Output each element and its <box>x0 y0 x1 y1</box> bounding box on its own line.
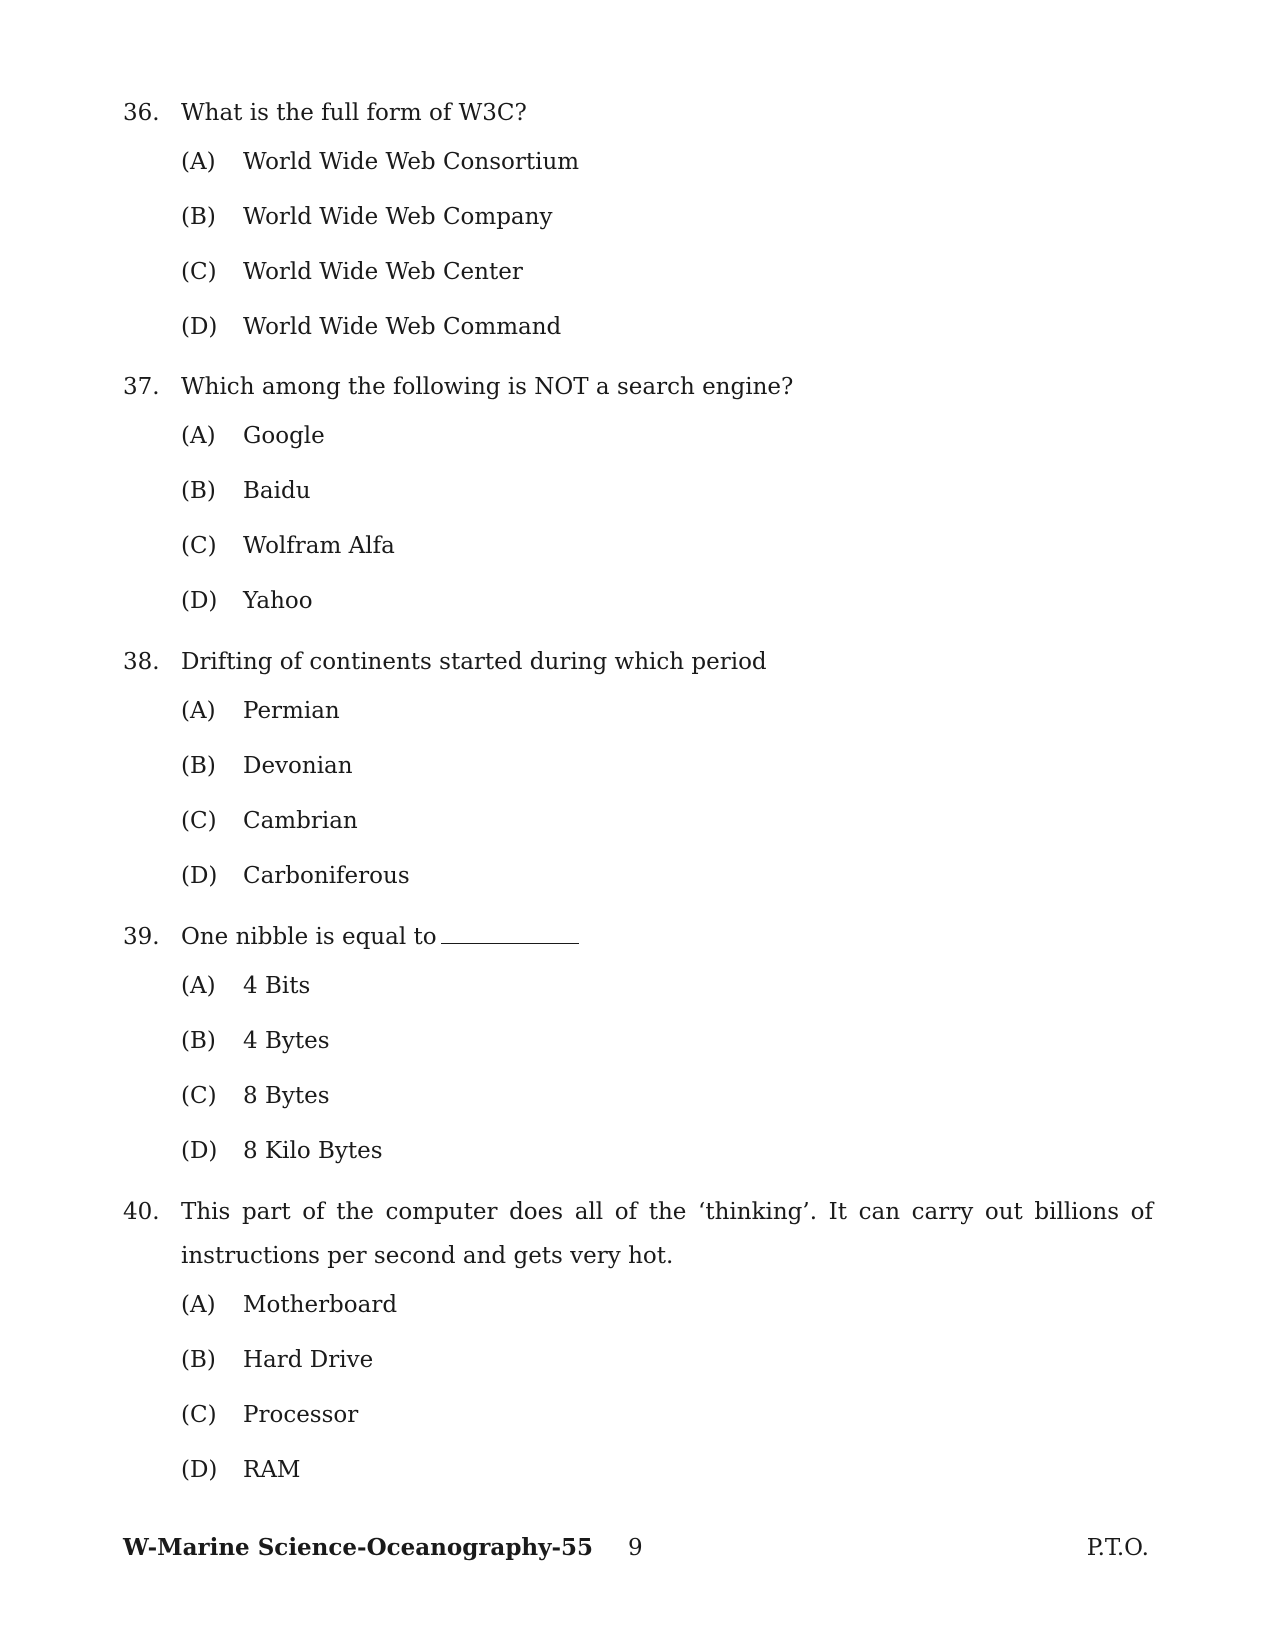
option-label: (B) <box>181 1028 216 1054</box>
option-label: (A) <box>181 149 216 175</box>
question-stem <box>123 365 1153 409</box>
page-footer <box>123 1528 1149 1568</box>
question-number: 40. <box>123 1199 160 1225</box>
option-text: World Wide Web Center <box>243 259 523 285</box>
question-37 <box>123 365 1153 629</box>
option-label: (B) <box>181 1347 216 1373</box>
option-a <box>123 959 1153 1014</box>
question-text: Which among the following is NOT a search engine? <box>181 374 794 400</box>
option-d <box>123 849 1153 904</box>
option-label: (B) <box>181 478 216 504</box>
question-number: 39. <box>123 924 160 950</box>
option-label: (D) <box>181 863 218 889</box>
option-text: Google <box>243 423 325 449</box>
question-stem <box>123 91 1153 135</box>
option-text: World Wide Web Command <box>243 314 562 340</box>
option-c <box>123 519 1153 574</box>
option-text: Carboniferous <box>243 863 410 889</box>
question-stem <box>123 1190 1153 1278</box>
option-c <box>123 1388 1153 1443</box>
option-text: Cambrian <box>243 808 358 834</box>
option-label: (D) <box>181 1138 218 1164</box>
option-d <box>123 574 1153 629</box>
option-text: Hard Drive <box>243 1347 374 1373</box>
option-label: (A) <box>181 423 216 449</box>
page-number: 9 <box>628 1535 643 1561</box>
option-a <box>123 409 1153 464</box>
option-a <box>123 684 1153 739</box>
question-38 <box>123 640 1153 904</box>
option-text: 4 Bits <box>243 973 311 999</box>
question-number: 37. <box>123 374 160 400</box>
option-text: 4 Bytes <box>243 1028 330 1054</box>
option-label: (A) <box>181 698 216 724</box>
option-label: (C) <box>181 1402 217 1428</box>
option-text: Devonian <box>243 753 353 779</box>
question-36 <box>123 91 1153 355</box>
option-c <box>123 794 1153 849</box>
option-d <box>123 1124 1153 1179</box>
option-text: Motherboard <box>243 1292 398 1318</box>
question-text: One nibble is equal to <box>181 924 437 950</box>
option-text: World Wide Web Consortium <box>243 149 580 175</box>
option-label: (D) <box>181 314 218 340</box>
option-label: (C) <box>181 1083 217 1109</box>
option-label: (C) <box>181 808 217 834</box>
option-label: (D) <box>181 1457 218 1483</box>
paper-code: W-Marine Science-Oceanography-55 <box>123 1534 594 1561</box>
option-text: 8 Kilo Bytes <box>243 1138 383 1164</box>
option-text: Processor <box>243 1402 359 1428</box>
option-label: (A) <box>181 973 216 999</box>
option-label: (B) <box>181 753 216 779</box>
option-label: (D) <box>181 588 218 614</box>
option-c <box>123 245 1153 300</box>
option-b <box>123 1014 1153 1069</box>
option-text: Yahoo <box>243 588 313 614</box>
pto-marker: P.T.O. <box>1086 1535 1149 1561</box>
option-b <box>123 739 1153 794</box>
option-label: (C) <box>181 533 217 559</box>
question-text: This part of the computer does all of the ‘thinking’. It can carry out billions of instructions per second and gets very hot. <box>181 1199 1153 1269</box>
option-d <box>123 1443 1153 1498</box>
question-stem <box>123 640 1153 684</box>
option-text: Wolfram Alfa <box>243 533 395 559</box>
option-text: World Wide Web Company <box>243 204 553 230</box>
option-b <box>123 190 1153 245</box>
answer-blank <box>441 921 579 944</box>
question-number: 38. <box>123 649 160 675</box>
option-b <box>123 464 1153 519</box>
question-text: What is the full form of W3C? <box>181 100 527 126</box>
question-40 <box>123 1190 1153 1498</box>
option-a <box>123 1278 1153 1333</box>
option-d <box>123 300 1153 355</box>
option-a <box>123 135 1153 190</box>
question-39 <box>123 915 1153 1179</box>
question-stem <box>123 915 1153 959</box>
option-text: RAM <box>243 1457 301 1483</box>
option-text: Permian <box>243 698 340 724</box>
option-label: (B) <box>181 204 216 230</box>
option-text: 8 Bytes <box>243 1083 330 1109</box>
option-c <box>123 1069 1153 1124</box>
question-text: Drifting of continents started during which period <box>181 649 767 675</box>
question-text-wrap <box>181 915 1153 959</box>
option-text: Baidu <box>243 478 311 504</box>
question-number: 36. <box>123 100 160 126</box>
option-b <box>123 1333 1153 1388</box>
option-label: (A) <box>181 1292 216 1318</box>
option-label: (C) <box>181 259 217 285</box>
